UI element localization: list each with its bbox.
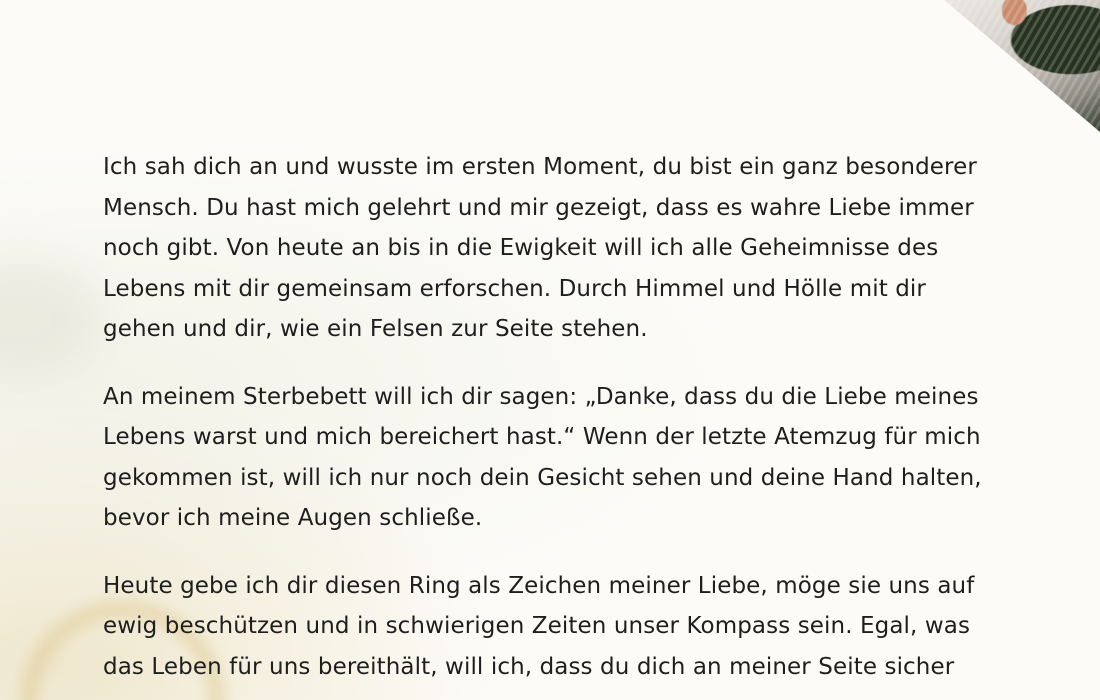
text-line: ewig beschützen und in schwierigen Zeiten unser Kompass sein. Egal, was [103,613,971,639]
text-line: Lebens mit dir gemeinsam erforschen. Durch Himmel und Hölle mit dir [103,275,926,302]
text-line: bevor ich meine Augen schließe. [103,505,483,531]
text-line: Heute gebe ich dir diesen Ring als Zeichen meiner Liebe, möge sie uns auf [103,572,975,599]
text-line: gekommen ist, will ich nur noch dein Gesicht sehen und deine Hand halten, [103,464,982,491]
veil-texture [910,0,1100,132]
vow-text [103,147,1003,700]
background-blur-decoration [0,260,100,380]
paragraph-2 [103,377,1003,539]
paragraph-3 [103,566,1003,688]
text-line: Ich sah dich an und wusste im ersten Moment, du bist ein ganz besonderer [103,154,977,180]
text-line: An meinem Sterbebett will ich dir sagen: „Danke, dass du die Liebe meines [103,383,979,410]
paragraph-1 [103,147,1003,350]
text-line: Lebens warst und mich bereichert hast.“ Wenn der letzte Atemzug für mich [103,424,981,450]
text-line: das Leben für uns bereithält, will ich, dass du dich an meiner Seite sicher [103,653,955,680]
text-line: Mensch. Du hast mich gelehrt und mir gezeigt, dass es wahre Liebe immer [103,194,974,221]
text-line: gehen und dir, wie ein Felsen zur Seite stehen. [103,316,648,342]
text-line: noch gibt. Von heute an bis in die Ewigkeit will ich alle Geheimnisse des [103,235,939,261]
